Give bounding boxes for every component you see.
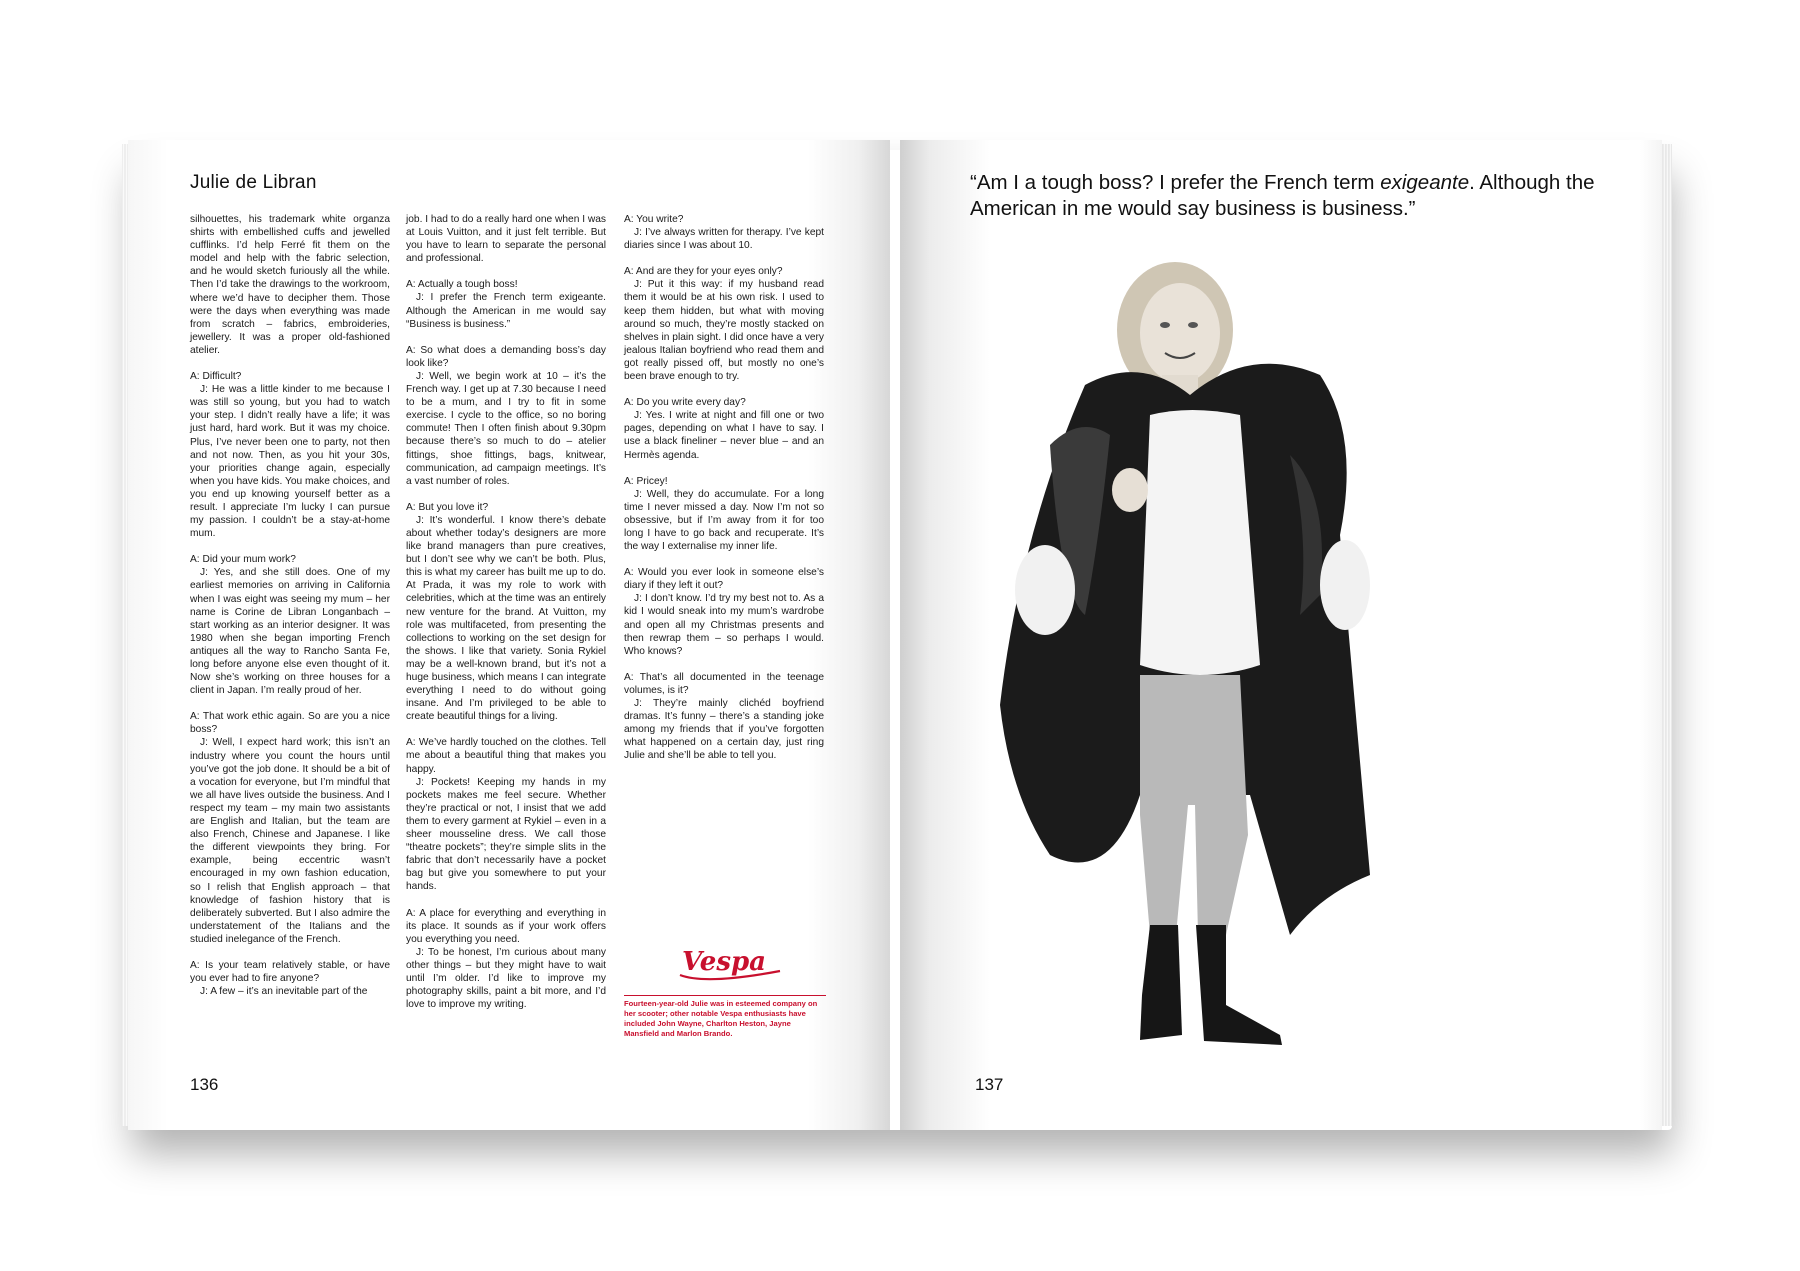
caption-rule — [624, 995, 826, 996]
quote-start: “Am I a tough boss? I prefer the French term — [970, 171, 1381, 194]
answer: J: Well, I expect hard work; this isn’t an industry where you count the hours until you’ve got the job done. It should be a bit of a vocation for everyone, but I’m mindful that we all have lives outside the business. And I respect my team – my main two assistants are English and Italian, but the team are also French, Chinese and Japanese. I like the different viewpoints they bring. For example, being eccentric wasn’t encouraged in my own fashion education, so I relish that English approach – that knowledge of fashion history that is deliberately subverted. But I also admire the understatement of the Italians and the studied inelegance of the French. — [190, 737, 390, 945]
quote-end: . Although the American in me would say business is business.” — [970, 171, 1595, 220]
text-column-3 — [624, 213, 824, 762]
page-number-left: 136 — [190, 1075, 219, 1094]
answer: J: It’s wonderful. I know there’s debate about whether today’s designers are more like brand managers than pure creatives, but I don’t see why we can’t be both. Plus, this is what my career has built me up to do. At Prada, it was my role to work with celebrities, which at the time was an entirely new venture for the brand. At Vuitton, my role was multifaceted, from presenting the collections to working on the set design for the shows. I like that variety. Sonia Rykiel may be a well-known brand, but it’s not a huge business, which means I can integrate everything I need to do without going insane. And I’m privileged to be able to create beautiful things for a living. — [406, 514, 606, 723]
answer: J: Well, they do accumulate. For a long time I never missed a day. Now I’m not so obsessive, but if I’m away from it for too long I have to go back and recuperate. It’s the way I externalise my inner life. — [624, 488, 824, 553]
question: A: Pricey! — [624, 475, 668, 487]
pull-quote — [970, 170, 1650, 222]
answer: J: He was a little kinder to me because I was still so young, but you had to watch your step. I didn’t really have a life; it was just hard, hard work. But it was my choice. Plus, I’ve never been one to party, not then and not now. Then, as you hit your 30s, your priorities change again, especially when you have kids. You make choices, and you end up knowing yourself better as a result. I appreciate I’m lucky I can pursue my passion. I couldn’t be a stay-at-home mum. — [190, 384, 390, 540]
answer: J: Well, we begin work at 10 – it’s the French way. I get up at 7.30 because I need to be a mum, and I try to fit in some exercise. I cycle to the office, so no boring commute! Then I often finish about 9.30pm because there’s so much to do – atelier fittings, shoe fittings, bags, knitwear, communication, ad campaign meetings. It’s a vast number of roles. — [406, 370, 606, 487]
vespa-logo — [676, 945, 786, 985]
answer: J: To be honest, I’m curious about many other things – but they might have to wait until I’m older. I’d like to improve my photography skills, paint a bit more, and I’d love to improve my writing. — [406, 946, 606, 1011]
question: A: Do you write every day? — [624, 397, 746, 409]
question: A: But you love it? — [406, 501, 489, 513]
question: A: Did your mum work? — [190, 554, 296, 566]
answer: J: Put it this way: if my husband read them it would be at his own risk. I used to keep them hidden, but what with moving around so much, they’re mostly stacked on shelves in plain sight. I did once have a very jealous Italian boyfriend who read them and got really pissed off, but mostly no one’s been brave enough to try. — [624, 279, 824, 383]
vespa-logo-text: Vespa — [682, 947, 766, 977]
question: A: Is your team relatively stable, or have you ever had to fire anyone? — [190, 959, 390, 985]
answer: J: Pockets! Keeping my hands in my pockets makes me feel secure. Whether they’re practical or not, I insist that we add them to every garment at Rykiel – even in a sheer mousseline dress. We call those “theatre pockets”; they’re simple slits in the fabric that don’t necessarily have a pocket bag but give you somewhere to put your hands. — [406, 776, 606, 893]
interview-heading: Julie de Libran — [190, 172, 317, 193]
question: A: We’ve hardly touched on the clothes. Tell me about a beautiful thing that makes you happy. — [406, 737, 606, 775]
text-column-1 — [190, 213, 390, 998]
question: A: You write? — [624, 214, 684, 225]
portrait-photo — [990, 235, 1460, 1065]
answer: J: I prefer the French term exigeante. Although the American in me would say “Business is business.” — [406, 292, 606, 330]
paragraph: job. I had to do a really hard one when I was at Louis Vuitton, and it just felt terrible. But you have to learn to separate the personal and professional. — [406, 214, 606, 265]
answer: J: They’re mainly clichéd boyfriend dramas. It’s funny – there’s a standing joke among my friends that if you’ve forgotten what happened on a certain day, just ring Julie and she’ll be able to tell you. — [624, 698, 824, 762]
question: A: Actually a tough boss! — [406, 279, 518, 291]
question: A: Would you ever look in someone else’s diary if they left it out? — [624, 567, 824, 592]
question: A: So what does a demanding boss’s day look like? — [406, 344, 606, 369]
answer: J: I don’t know. I’d try my best not to. As a kid I would sneak into my mum’s wardrobe and open all my Christmas presents and then rewrap them – so perhaps I would. Who knows? — [624, 593, 824, 657]
page-number-right: 137 — [975, 1075, 1004, 1094]
question: A: That’s all documented in the teenage volumes, is it? — [624, 671, 824, 696]
text-column-2 — [406, 213, 606, 1011]
question: A: A place for everything and everything in its place. It sounds as if your work offers you everything you need. — [406, 907, 606, 945]
answer: J: I’ve always written for therapy. I’ve kept diaries since I was about 10. — [624, 227, 824, 252]
photo-caption: Fourteen-year-old Julie was in esteemed company on her scooter; other notable Vespa enthusiasts have included John Wayne, Charlton Heston, Jayne Mansfield and Marlon Brando. — [624, 999, 818, 1038]
question: A: And are they for your eyes only? — [624, 266, 783, 278]
answer: J: A few – it’s an inevitable part of the — [200, 986, 368, 998]
quote-emphasis: exigeante — [1380, 171, 1470, 194]
question: A: That work ethic again. So are you a nice boss? — [190, 711, 390, 736]
question: A: Difficult? — [190, 371, 242, 383]
paragraph: silhouettes, his trademark white organza shirts with embellished cuffs and jewelled cufflinks. I’d help Ferré fit them on the model and help with the fabric selection, and he would sketch furiously all the while. Then I’d take the drawings to the workroom, where we’d have to decipher them. Those were the days when everything was made from scratch – fabrics, embroideries, jewellery. It was a proper old-fashioned atelier. — [190, 214, 390, 356]
answer: J: Yes. I write at night and fill one or two pages, depending on what I have to say. I use a black fineliner – never blue – and an Hermès agenda. — [624, 410, 824, 461]
answer: J: Yes, and she still does. One of my earliest memories on arriving in California when I was eight was seeing my mum – her name is Corine de Libran Longanbach – start working as an interior designer. It was 1980 when she began importing French antiques all the way to Rancho Santa Fe, long before anyone else even thought of it. Now she’s working on three houses for a client in Japan. I’m really proud of her. — [190, 567, 390, 697]
